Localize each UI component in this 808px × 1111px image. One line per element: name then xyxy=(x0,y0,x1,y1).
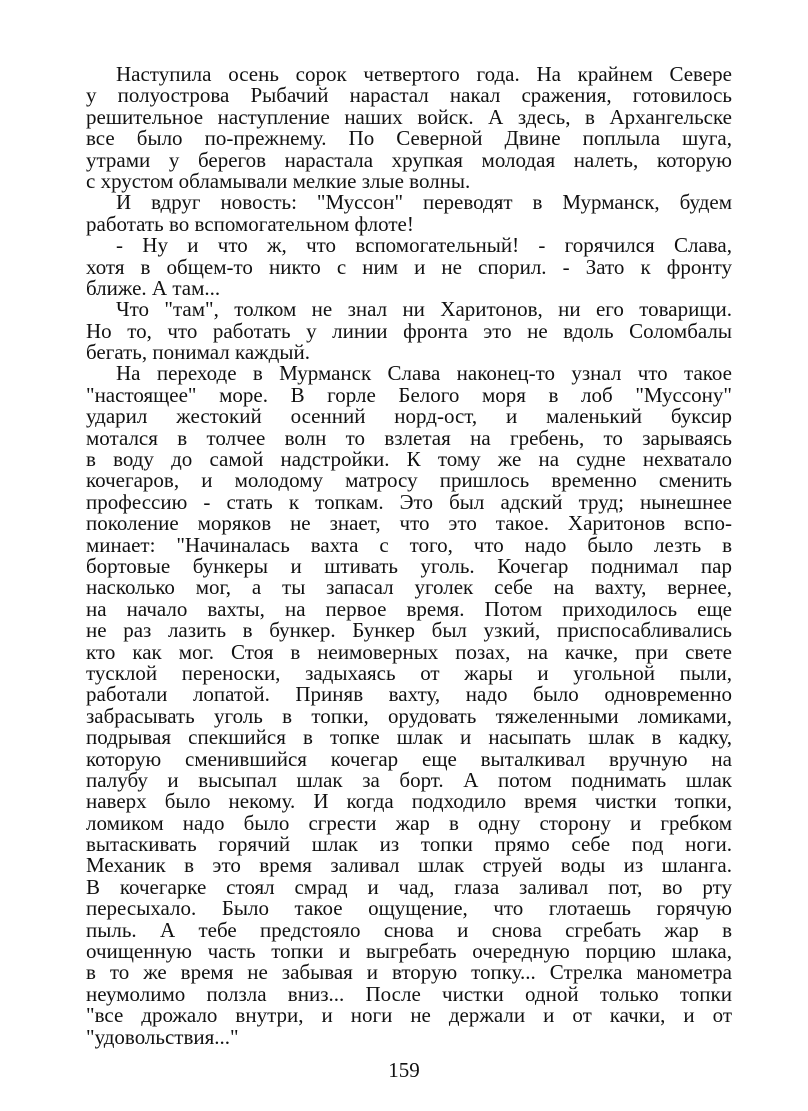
text-line: бортовые бункеры и штивать уголь. Кочегар поднимал пар xyxy=(86,553,732,578)
text-line: пересыхало. Было такое ощущение, что глотаешь горячую xyxy=(86,896,732,921)
text-line: которую сменившийся кочегар еще выталкивал вручную на xyxy=(86,746,732,771)
paragraph xyxy=(86,363,732,1048)
text-line: Механик в это время заливал шлак струей воды из шланга. xyxy=(86,853,732,878)
text-line: "все дрожало внутри, и ноги не держали и от качки, и от xyxy=(86,1003,732,1028)
paragraph xyxy=(86,64,732,192)
page-number: 159 xyxy=(388,1058,420,1082)
text-line: работать во вспомогательном флоте! xyxy=(86,211,414,236)
text-line: вытаскивать горячий шлак из топки прямо себе под ноги. xyxy=(86,832,732,857)
text-line: Наступила осень сорок четвертого года. На крайнем Севере xyxy=(116,62,732,86)
text-line: все было по-прежнему. По Северной Двине поплыла шуга, xyxy=(86,126,732,151)
text-line: И вдруг новость: "Муссон" переводят в Мурманск, будем xyxy=(116,190,732,215)
text-line: мотался в толчее волн то взлетая на гребень, то зарываясь xyxy=(86,425,732,450)
text-line: "удовольствия..." xyxy=(86,1024,239,1049)
text-line: с хрустом обламывали мелкие злые волны. xyxy=(86,168,471,193)
page-body-text xyxy=(86,64,732,1048)
text-line: насколько мог, а ты запасал уголек себе на вахту, вернее, xyxy=(86,575,732,600)
text-line: кто как мог. Стоя в неимоверных позах, на качке, при свете xyxy=(86,639,732,664)
paragraph xyxy=(86,235,732,299)
text-line: Но то, что работать у линии фронта это не вдоль Соломбалы xyxy=(86,318,732,343)
text-line: очищенную часть топки и выгребать очередную порцию шлака, xyxy=(86,939,732,964)
text-line: - Ну и что ж, что вспомогательный! - горячился Слава, xyxy=(116,233,732,258)
text-line: наверх было некому. И когда подходило время чистки топки, xyxy=(86,789,732,814)
text-line: На переходе в Мурманск Слава наконец-то узнал что такое xyxy=(116,361,732,386)
text-line: решительное наступление наших войск. А здесь, в Архангельске xyxy=(86,104,732,129)
text-line: "настоящее" море. В горле Белого моря в лоб "Муссону" xyxy=(86,382,732,407)
text-line: профессию - стать к топкам. Это был адский труд; нынешнее xyxy=(86,489,732,514)
text-line: ломиком надо было сгрести жар в одну сторону и гребком xyxy=(86,810,732,835)
text-line: в то же время не забывая и вторую топку... Стрелка манометра xyxy=(86,960,732,985)
text-line: в воду до самой надстройки. К тому же на судне нехватало xyxy=(86,447,732,472)
text-line: В кочегарке стоял смрад и чад, глаза заливал пот, во рту xyxy=(86,874,732,899)
text-line: ближе. А там... xyxy=(86,275,221,300)
text-line: неумолимо ползла вниз... После чистки одной только топки xyxy=(86,981,732,1006)
text-line: пыль. А тебе предстояло снова и снова сгребать жар в xyxy=(86,917,732,942)
text-line: поколение моряков не знает, что это такое. Харитонов вспо- xyxy=(86,511,732,536)
text-line: забрасывать уголь в топки, орудовать тяжеленными ломиками, xyxy=(86,703,732,728)
paragraph xyxy=(86,299,732,363)
text-line: на начало вахты, на первое время. Потом приходилось еще xyxy=(86,596,732,621)
text-line: утрами у берегов нарастала хрупкая молодая налеть, которую xyxy=(86,147,732,172)
text-line: кочегаров, и молодому матросу пришлось временно сменить xyxy=(86,468,732,493)
text-line: ударил жестокий осенний норд-ост, и маленький буксир xyxy=(86,404,732,429)
text-line: хотя в общем-то никто с ним и не спорил. - Зато к фронту xyxy=(86,254,732,279)
text-line: бегать, понимал каждый. xyxy=(86,340,310,365)
text-line: Что "там", толком не знал ни Харитонов, ни его товарищи. xyxy=(116,297,732,322)
text-line: подрывая спекшийся в топке шлак и насыпать шлак в кадку, xyxy=(86,725,732,750)
text-line: работали лопатой. Приняв вахту, надо было одновременно xyxy=(86,682,732,707)
paragraph xyxy=(86,192,732,235)
text-line: у полуострова Рыбачий нарастал накал сражения, готовилось xyxy=(86,83,732,108)
text-line: не раз лазить в бункер. Бункер был узкий, приспосабливались xyxy=(86,618,732,643)
text-line: тусклой переноски, задыхаясь от жары и угольной пыли, xyxy=(86,660,732,685)
text-line: палубу и высыпал шлак за борт. А потом поднимать шлак xyxy=(86,767,732,792)
text-line: минает: "Начиналась вахта с того, что надо было лезть в xyxy=(86,532,732,557)
